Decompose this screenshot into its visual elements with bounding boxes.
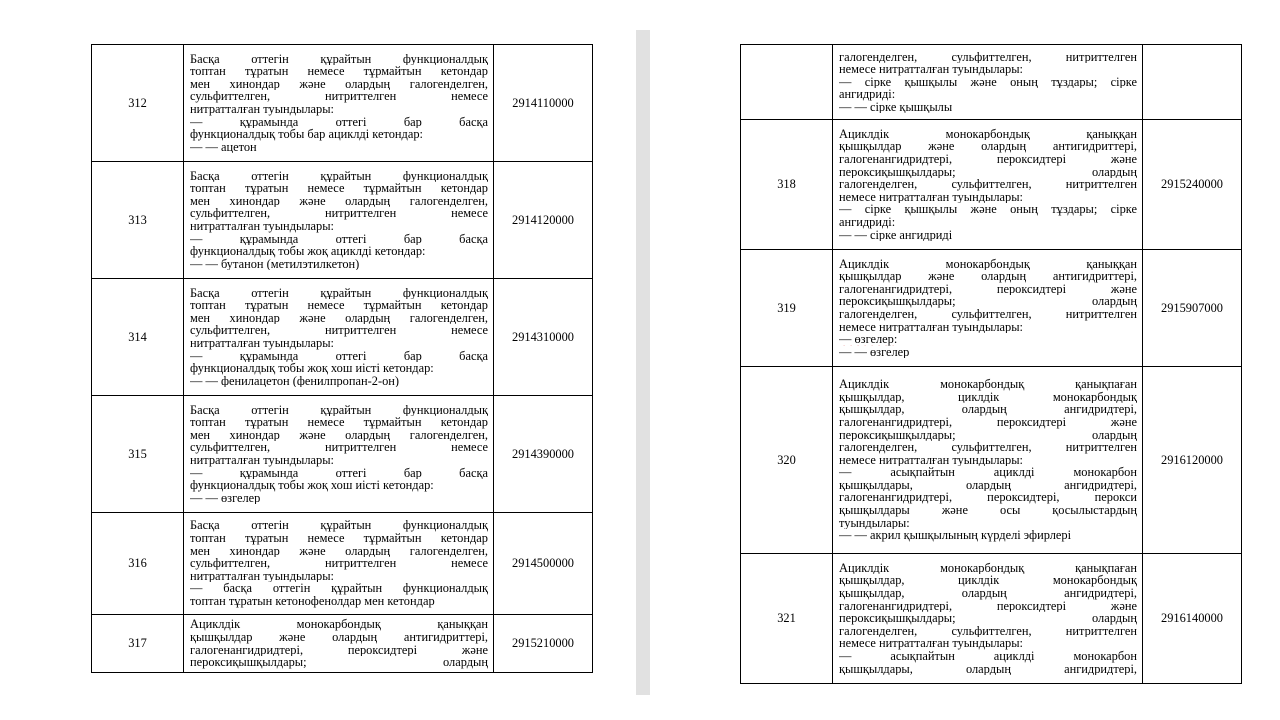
description-line: — — ацетон <box>190 140 257 154</box>
description-line: — асықпайтын ациклді монокарбон <box>839 649 1137 663</box>
row-number: 314 <box>92 279 184 396</box>
description-line: галогенделген, сульфиттелген, нитриттелген <box>839 441 1137 454</box>
description-line: топтан тұратын немесе тұрмайтын кетондар <box>190 416 488 429</box>
description-line: топтан тұратын немесе тұрмайтын кетондар <box>190 65 488 78</box>
row-number: 317 <box>92 615 184 673</box>
table-row <box>92 162 593 279</box>
description-line: — сірке қышқылы және оның тұздары; сірке <box>839 203 1137 216</box>
description-line: нитратталған туындылары: <box>190 103 334 116</box>
row-code: 2914390000 <box>494 396 593 513</box>
description-line: пероксиқышқылдары; олардың <box>839 428 1137 442</box>
description-line: Басқа оттегін құрайтын функционалдық <box>190 519 488 533</box>
description-line: қышқылдар және олардың антигидриттері, <box>839 270 1137 283</box>
description-line: — — өзгелер <box>839 345 910 359</box>
table-row <box>92 513 593 615</box>
description-line: — басқа оттегін құрайтын функционалдық <box>190 582 488 595</box>
description-line: мен хинондар және олардың галогенделген, <box>190 194 488 208</box>
description-line: — өзгелер: <box>839 333 898 346</box>
right-table-body <box>741 45 1242 684</box>
description-line: нитратталған туындылары: <box>190 220 334 233</box>
row-description <box>184 615 494 673</box>
description-line: — — сірке ангидриді <box>839 228 953 242</box>
description-line: галогенангидридтері, пероксидтері және <box>839 415 1137 429</box>
row-code: 2914500000 <box>494 513 593 615</box>
description-line: немесе нитратталған туындылары: <box>839 453 1023 467</box>
description-line: нитратталған туындылары: <box>190 569 334 583</box>
description-line: — құрамында оттегі бар басқа <box>190 232 488 246</box>
table-row <box>92 396 593 513</box>
description-line: мен хинондар және олардың галогенделген, <box>190 311 488 325</box>
description-line: — құрамында оттегі бар басқа <box>190 115 488 129</box>
description-line: топтан тұратын немесе тұрмайтын кетондар <box>190 532 488 545</box>
description-line: галогенделген, сульфиттелген, нитриттелген <box>839 624 1137 638</box>
row-code: 2915210000 <box>494 615 593 673</box>
description-line: пероксиқышқылдары; олардың <box>839 165 1137 179</box>
description-line: топтан тұратын немесе тұрмайтын кетондар <box>190 299 488 312</box>
row-code: 2914110000 <box>494 45 593 162</box>
row-description <box>184 396 494 513</box>
row-code: 2915907000 <box>1143 250 1242 367</box>
description-line: қышқылдар, циклдік монокарбондық <box>839 390 1137 404</box>
description-line: Басқа оттегін құрайтын функционалдық <box>190 403 488 417</box>
row-code: 2915240000 <box>1143 120 1242 250</box>
description-line: Ациклдік монокарбондық қаныққан <box>190 618 488 631</box>
description-line: туындылары: <box>839 516 910 530</box>
description-line: Ациклдік монокарбондық қанықпаған <box>839 378 1137 391</box>
table-row <box>741 45 1242 120</box>
row-description <box>833 367 1143 554</box>
row-number: 320 <box>741 367 833 554</box>
table-row <box>741 554 1242 684</box>
description-line: галогенангидридтері, пероксидтері, перокси <box>839 491 1137 505</box>
description-line: сульфиттелген, нитриттелген немесе <box>190 324 488 337</box>
table-row <box>741 120 1242 250</box>
description-line: мен хинондар және олардың галогенделген, <box>190 544 488 558</box>
description-line: Ациклдік монокарбондық қаныққан <box>839 257 1137 271</box>
description-line: Ациклдік монокарбондық қаныққан <box>839 127 1137 141</box>
description-line: қышқылдары, олардың ангидридтері, <box>839 478 1137 492</box>
row-description <box>833 45 1143 120</box>
description-line: қышқылдар және олардың антигидриттері, <box>190 630 488 644</box>
table-row <box>92 615 593 673</box>
row-description <box>833 250 1143 367</box>
table-row <box>92 279 593 396</box>
description-line: сульфиттелген, нитриттелген немесе <box>190 441 488 454</box>
description-line: пероксиқышқылдары; олардың <box>190 656 488 669</box>
description-line: — — сірке қышқылы <box>839 100 953 114</box>
description-line: — құрамында оттегі бар басқа <box>190 466 488 480</box>
description-line: — құрамында оттегі бар басқа <box>190 349 488 363</box>
description-line: немесе нитратталған туындылары: <box>839 63 1023 76</box>
description-line: галогенделген, сульфиттелген, нитриттелген <box>839 178 1137 191</box>
description-line: нитратталған туындылары: <box>190 454 334 467</box>
description-line: сульфиттелген, нитриттелген немесе <box>190 207 488 220</box>
row-code: 2916140000 <box>1143 554 1242 684</box>
description-line: мен хинондар және олардың галогенделген, <box>190 77 488 91</box>
row-number: 312 <box>92 45 184 162</box>
description-line: галогенангидридтері, пероксидтері және <box>839 599 1137 613</box>
row-number <box>741 45 833 120</box>
row-description <box>184 45 494 162</box>
page-gutter <box>636 30 650 695</box>
description-line: функционалдық тобы жоқ ациклді кетондар: <box>190 245 426 258</box>
description-line: — — акрил қышқылының күрделі эфирлері <box>839 529 1072 542</box>
description-line: — асықпайтын ациклді монокарбон <box>839 466 1137 479</box>
description-line: — — өзгелер <box>190 491 261 505</box>
row-number: 315 <box>92 396 184 513</box>
description-line: қышқылдар және олардың антигидриттері, <box>839 140 1137 154</box>
row-description <box>184 162 494 279</box>
row-number: 318 <box>741 120 833 250</box>
row-number: 319 <box>741 250 833 367</box>
row-code: 2916120000 <box>1143 367 1242 554</box>
description-line: галогенделген, сульфиттелген, нитриттелген <box>839 50 1137 64</box>
table-row <box>92 45 593 162</box>
description-line: пероксиқышқылдары; олардың <box>839 612 1137 625</box>
description-line: қышқылдар, олардың ангидридтері, <box>839 587 1137 600</box>
description-line: ангидриді: <box>839 215 896 229</box>
description-line: топтан тұратын немесе тұрмайтын кетондар <box>190 182 488 195</box>
description-line: — — бутанон (метилэтилкетон) <box>190 257 360 271</box>
description-line: топтан тұратын кетонофенолдар мен кетондар <box>190 594 435 608</box>
description-line: Басқа оттегін құрайтын функционалдық <box>190 286 488 300</box>
row-number: 321 <box>741 554 833 684</box>
row-code <box>1143 45 1242 120</box>
description-line: қышқылдары, олардың ангидридтері, <box>839 662 1137 676</box>
description-line: немесе нитратталған туындылары: <box>839 320 1023 334</box>
description-line: — — фенилацетон (фенилпропан-2-он) <box>190 374 400 388</box>
description-line: галогенангидридтері, пероксидтері және <box>839 282 1137 296</box>
description-line: функционалдық тобы жоқ хош иісті кетондар: <box>190 362 434 375</box>
row-code: 2914310000 <box>494 279 593 396</box>
left-page-table <box>91 44 593 673</box>
description-line: сульфиттелген, нитриттелген немесе <box>190 557 488 570</box>
description-line: галогенангидридтері, пероксидтері және <box>839 153 1137 166</box>
row-number: 313 <box>92 162 184 279</box>
left-table-body <box>92 45 593 673</box>
right-page-table <box>740 44 1242 684</box>
description-line: нитратталған туындылары: <box>190 337 334 350</box>
table-row <box>741 250 1242 367</box>
description-line: Ациклдік монокарбондық қанықпаған <box>839 561 1137 575</box>
row-description <box>184 513 494 615</box>
description-line: сульфиттелген, нитриттелген немесе <box>190 90 488 103</box>
row-code: 2914120000 <box>494 162 593 279</box>
description-line: қышқылдар, олардың ангидридтері, <box>839 403 1137 416</box>
row-description <box>833 120 1143 250</box>
description-line: пероксиқышқылдары; олардың <box>839 295 1137 308</box>
row-description <box>833 554 1143 684</box>
description-line: мен хинондар және олардың галогенделген, <box>190 428 488 442</box>
row-number: 316 <box>92 513 184 615</box>
row-description <box>184 279 494 396</box>
description-line: немесе нитратталған туындылары: <box>839 190 1023 204</box>
description-line: функционалдық тобы жоқ хош иісті кетондар: <box>190 479 434 492</box>
description-line: Басқа оттегін құрайтын функционалдық <box>190 169 488 183</box>
description-line: қышқылдары және осы қосылыстардың <box>839 504 1137 517</box>
description-line: немесе нитратталған туындылары: <box>839 637 1023 650</box>
description-line: ангидриді: <box>839 88 896 101</box>
description-line: — сірке қышқылы және оның тұздары; сірке <box>839 75 1137 89</box>
description-line: галогенделген, сульфиттелген, нитриттелген <box>839 308 1137 321</box>
description-line: галогенангидридтері, пероксидтері және <box>190 643 488 657</box>
description-line: қышқылдар, циклдік монокарбондық <box>839 574 1137 588</box>
table-row <box>741 367 1242 554</box>
description-line: функционалдық тобы бар ациклді кетондар: <box>190 128 424 141</box>
description-line: Басқа оттегін құрайтын функционалдық <box>190 52 488 66</box>
